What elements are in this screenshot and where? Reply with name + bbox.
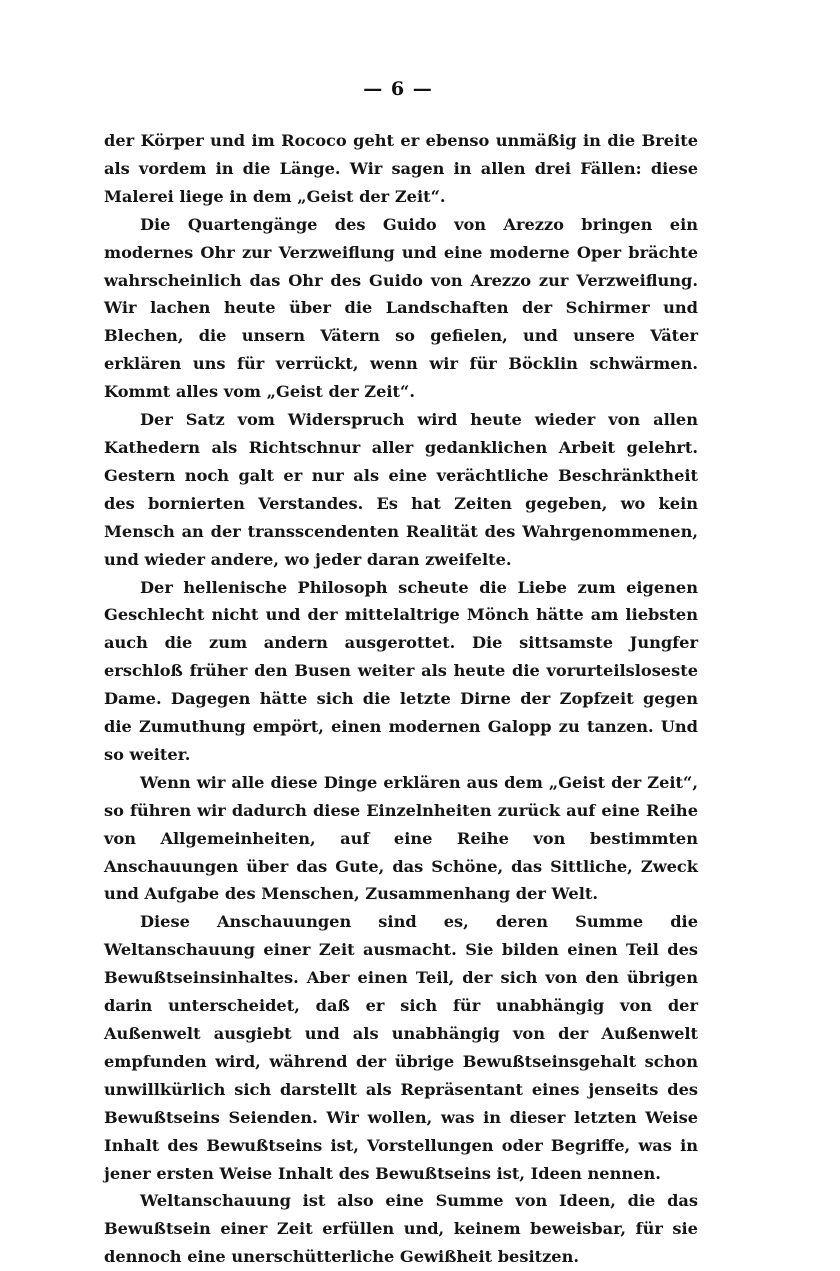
paragraph-5: Wenn wir alle diese Dinge erklären aus dem „Geist der Zeit“, so führen wir dadurch diese Einzelnheiten zurück auf eine Reihe von Allgemeinheiten, auf eine Reihe von bestimmten Anschauungen über das Gute, das Schöne, das Sittliche, Zweck und Aufgabe des Menschen, Zusammenhang der Welt.: [104, 772, 698, 904]
paragraph-4: Der hellenische Philosoph scheute die Liebe zum eigenen Geschlecht nicht und der mittelaltrige Mönch hätte am liebsten auch die zum andern ausgerottet. Die sittsamste Jungfer erschloß früher den Busen weiter als heute die vorurteilsloseste Dame. Dagegen hätte sich die letzte Dirne der Zopfzeit gegen die Zumuthung empört, einen modernen Galopp zu tanzen. Und so weiter.: [104, 577, 698, 764]
paragraph-3: Der Satz vom Widerspruch wird heute wieder von allen Kathedern als Richtschnur aller gedanklichen Arbeit gelehrt. Gestern noch galt er nur als eine verächtliche Beschränktheit des bornierten Verstandes. Es hat Zeiten gegeben, wo kein Mensch an der transscendenten Realität des Wahrgenommenen, und wieder andere, wo jeder daran zweifelte.: [104, 410, 698, 569]
page-number: — 6 —: [363, 78, 433, 100]
body-text: [104, 127, 698, 1271]
paragraph-2: Die Quartengänge des Guido von Arezzo bringen ein modernes Ohr zur Verzweiflung und eine moderne Oper brächte wahrscheinlich das Ohr des Guido von Arezzo zur Verzweiflung. Wir lachen heute über die Landschaften der Schirmer und Blechen, die unsern Vätern so gefielen, und unsere Väter erklären uns für verrückt, wenn wir für Böcklin schwärmen. Kommt alles vom „Geist der Zeit“.: [104, 214, 698, 402]
paragraph-7: Weltanschauung ist also eine Summe von Ideen, die das Bewußtsein einer Zeit erfüllen und, keinem beweisbar, für sie dennoch eine unerschütterliche Gewißheit besitzen.: [104, 1191, 698, 1267]
paragraph-6: Diese Anschauungen sind es, deren Summe die Weltanschauung einer Zeit ausmacht. Sie bilden einen Teil des Bewußtseinsinhaltes. Aber einen Teil, der sich von den übrigen darin unterscheidet, daß er sich für unabhängig von der Außenwelt ausgiebt und als unabhängig von der Außenwelt empfunden wird, während der übrige Bewußtseinsgehalt schon unwillkürlich sich darstellt als Repräsentant eines jenseits des Bewußtseins Seienden. Wir wollen, was in dieser letzten Weise Inhalt des Bewußtseins ist, Vorstellungen oder Begriffe, was in jener ersten Weise Inhalt des Bewußtseins ist, Ideen nennen.: [104, 912, 698, 1183]
paragraph-1: der Körper und im Rococo geht er ebenso unmäßig in die Breite als vordem in die Länge. Wir sagen in allen drei Fällen: diese Malerei liege in dem „Geist der Zeit“.: [104, 131, 698, 206]
